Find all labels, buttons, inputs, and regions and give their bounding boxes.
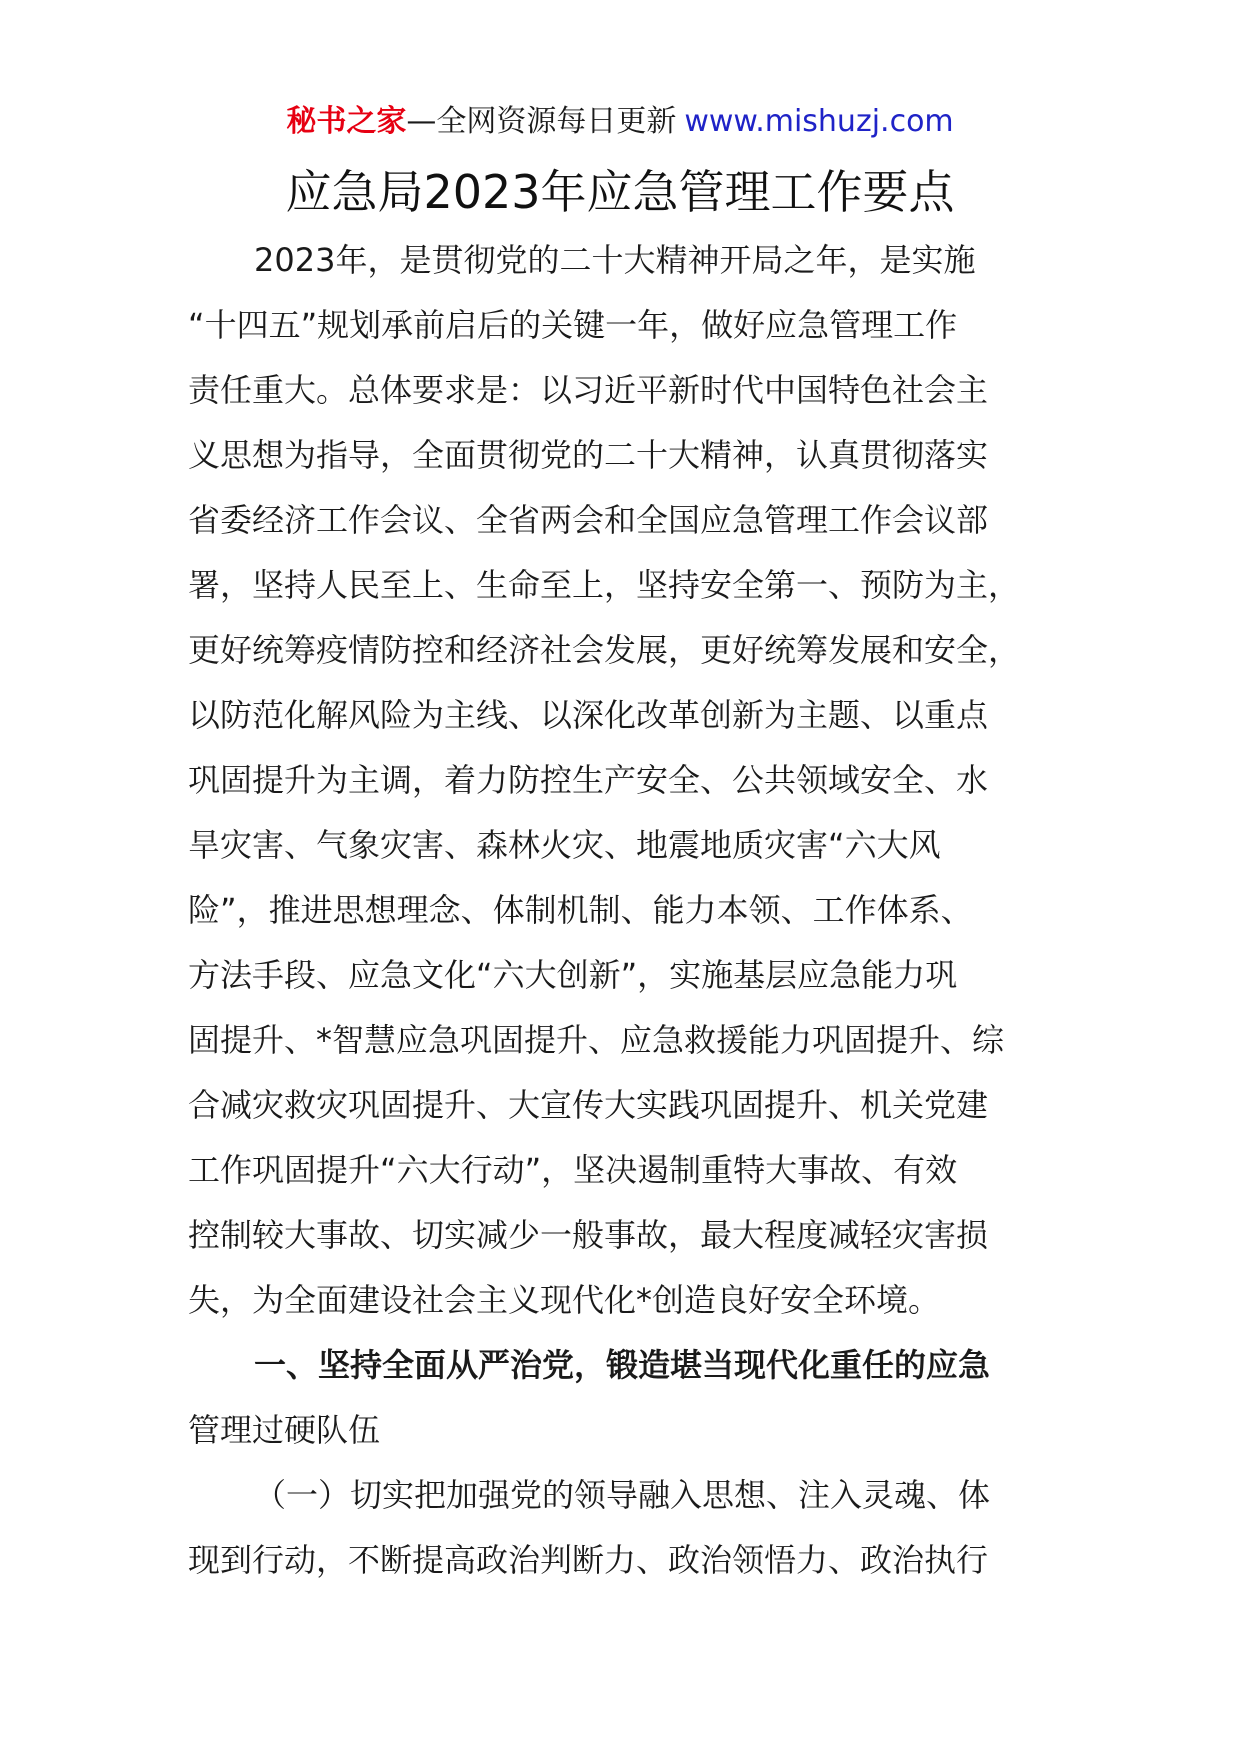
heading-line: 一、坚持全面从严治党，锻造堪当现代化重任的应急 — [254, 1346, 991, 1384]
section-heading — [188, 1333, 1058, 1463]
text-line: “十四五”规划承前启后的关键一年，做好应急管理工作 — [188, 306, 958, 344]
text-line: 署，坚持人民至上、生命至上，坚持安全第一、预防为主， — [188, 566, 1021, 604]
text-line: 责任重大。总体要求是：以习近平新时代中国特色社会主 — [188, 371, 989, 409]
text-line: 方法手段、应急文化“六大创新”，实施基层应急能力巩 — [188, 956, 958, 994]
text-line: 巩固提升为主调，着力防控生产安全、公共领域安全、水 — [188, 761, 989, 799]
text-line: 固提升、*智慧应急巩固提升、应急救援能力巩固提升、综 — [188, 1021, 1005, 1059]
text-line: 旱灾害、气象灾害、森林火灾、地震地质灾害“六大风 — [188, 826, 941, 864]
text-line: 失，为全面建设社会主义现代化*创造良好安全环境。 — [188, 1281, 941, 1319]
heading-line: 管理过硬队伍 — [188, 1411, 381, 1449]
document-body — [188, 228, 1058, 1593]
text-line: 义思想为指导，全面贯彻党的二十大精神，认真贯彻落实 — [188, 436, 989, 474]
brand-name: 秘书之家 — [286, 104, 407, 139]
subsection-paragraph — [188, 1463, 1058, 1593]
text-line: 2023年，是贯彻党的二十大精神开局之年，是实施 — [254, 241, 976, 279]
document-title: 应急局2023年应急管理工作要点 — [285, 165, 955, 219]
text-line: 省委经济工作会议、全省两会和全国应急管理工作会议部 — [188, 501, 989, 539]
intro-paragraph — [188, 228, 1058, 1333]
text-line: 更好统筹疫情防控和经济社会发展，更好统筹发展和安全， — [188, 631, 1021, 669]
text-line: 以防范化解风险为主线、以深化改革创新为主题、以重点 — [188, 696, 989, 734]
site-header — [0, 100, 1240, 144]
text-line: （一）切实把加强党的领导融入思想、注入灵魂、体 — [254, 1476, 991, 1514]
text-line: 控制较大事故、切实减少一般事故，最大程度减轻灾害损 — [188, 1216, 989, 1254]
text-line: 合减灾救灾巩固提升、大宣传大实践巩固提升、机关党建 — [188, 1086, 989, 1124]
text-line: 工作巩固提升“六大行动”，坚决遏制重特大事故、有效 — [188, 1151, 958, 1189]
text-line: 险”，推进思想理念、体制机制、能力本领、工作体系、 — [188, 891, 973, 929]
header-tagline: —全网资源每日更新 — [406, 104, 677, 139]
site-url[interactable]: www.mishuzj.com — [684, 104, 954, 139]
text-line: 现到行动，不断提高政治判断力、政治领悟力、政治执行 — [188, 1541, 989, 1579]
